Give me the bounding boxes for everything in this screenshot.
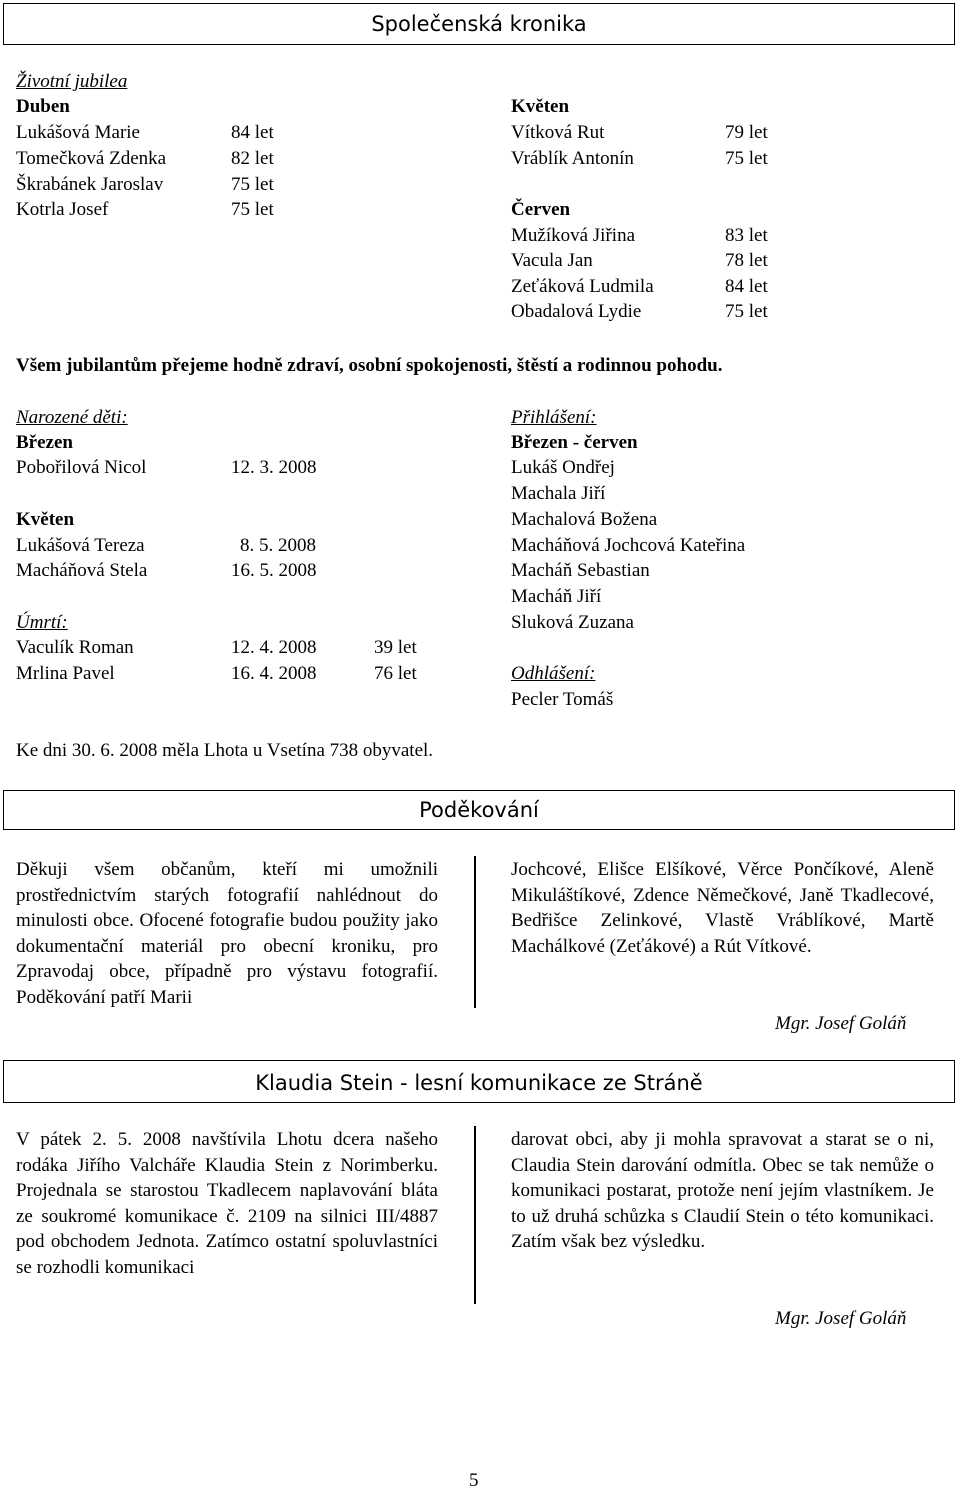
signature: Mgr. Josef Goláň bbox=[775, 1308, 907, 1329]
birth-date: 8. 5. 2008 bbox=[240, 535, 316, 556]
registered-name: Macháň Sebastian bbox=[511, 560, 650, 581]
klaudia-right-column: darovat obci, aby ji mohla spravovat a starat se o ni, Claudia Stein darování odmítla. Obec se tak nemůže o komunikaci postarat, protože není jejím vlastníkem. Je to už druhá schůzka s Claudií Stein o této komunikaci. Zatím však bez výsledku. bbox=[511, 1129, 934, 1252]
narozene-heading: Narozené děti: bbox=[16, 407, 128, 428]
jubilant-name: Vacula Jan bbox=[511, 250, 593, 271]
page-number: 5 bbox=[469, 1470, 479, 1491]
death-name: Vaculík Roman bbox=[16, 637, 134, 658]
registered-name: Lukáš Ondřej bbox=[511, 457, 615, 478]
registered-name: Macháň Jiří bbox=[511, 586, 602, 607]
jubilant-age: 75 let bbox=[725, 301, 768, 322]
signature: Mgr. Josef Goláň bbox=[775, 1013, 907, 1034]
month-kveten-births: Květen bbox=[16, 509, 75, 530]
jubilant-name: Vítková Rut bbox=[511, 122, 605, 143]
umrti-heading: Úmrtí: bbox=[16, 612, 68, 633]
section-banner-kronika bbox=[3, 3, 955, 45]
month-duben: Duben bbox=[16, 96, 70, 117]
birth-date: 12. 3. 2008 bbox=[231, 457, 317, 478]
klaudia-left-column: V pátek 2. 5. 2008 navštívila Lhotu dcera našeho rodáka Jiřího Valcháře Klaudia Stein z Norimberku. Projednala se starostou Tkadlecem naplavování bláta ze soukromé komunikace č. 2109 na silnici III/4887 pod obchodem Jednota. Zatímco ostatní spoluvlastníci se rozhodli komunikaci bbox=[16, 1129, 438, 1278]
jubilant-age: 75 let bbox=[231, 174, 274, 195]
death-date: 12. 4. 2008 bbox=[231, 637, 317, 658]
jubilant-name: Škrabánek Jaroslav bbox=[16, 174, 164, 195]
jubilea-heading: Životní jubilea bbox=[16, 71, 128, 92]
prihlaseni-period: Březen - červen bbox=[511, 432, 638, 453]
death-name: Mrlina Pavel bbox=[16, 663, 115, 684]
jubilant-name: Mužíková Jiřina bbox=[511, 225, 636, 246]
prihlaseni-heading: Přihlášení: bbox=[511, 407, 597, 428]
section-title: Poděkování bbox=[419, 798, 539, 822]
jubilant-age: 84 let bbox=[725, 276, 768, 297]
jubilant-age: 75 let bbox=[725, 148, 768, 169]
registered-name: Macháňová Jochcová Kateřina bbox=[511, 535, 746, 556]
section-banner-podekovani bbox=[3, 790, 955, 830]
month-brezen: Březen bbox=[16, 432, 73, 453]
section-title: Společenská kronika bbox=[371, 12, 587, 36]
jubilant-age: 75 let bbox=[231, 199, 274, 220]
jubilant-name: Obadalová Lydie bbox=[511, 301, 642, 322]
registered-name: Sluková Zuzana bbox=[511, 612, 634, 633]
section-title: Klaudia Stein - lesní komunikace ze Stráně bbox=[255, 1071, 703, 1095]
jubilant-name: Lukášová Marie bbox=[16, 122, 140, 143]
jubilant-age: 78 let bbox=[725, 250, 768, 271]
section-banner-klaudia bbox=[3, 1060, 955, 1103]
birth-name: Macháňová Stela bbox=[16, 560, 148, 581]
death-date: 16. 4. 2008 bbox=[231, 663, 317, 684]
birth-name: Pobořilová Nicol bbox=[16, 457, 147, 478]
column-divider bbox=[474, 856, 476, 1008]
registered-name: Machala Jiří bbox=[511, 483, 606, 504]
birth-name: Lukášová Tereza bbox=[16, 535, 145, 556]
death-age: 76 let bbox=[374, 663, 417, 684]
population-note: Ke dni 30. 6. 2008 měla Lhota u Vsetína 738 obyvatel. bbox=[16, 740, 434, 761]
birth-date: 16. 5. 2008 bbox=[231, 560, 317, 581]
deregistered-name: Pecler Tomáš bbox=[511, 689, 614, 710]
month-cerven: Červen bbox=[511, 199, 571, 220]
jubilant-age: 84 let bbox=[231, 122, 274, 143]
jubilant-name: Zeťáková Ludmila bbox=[511, 276, 654, 297]
jubilant-age: 83 let bbox=[725, 225, 768, 246]
death-age: 39 let bbox=[374, 637, 417, 658]
podekovani-left-column: Děkuji všem občanům, kteří mi umožnili prostřednictvím starých fotografií nahlédnout do minulosti obce. Ofocené fotografie budou použity jako dokumentační materiál pro obecní kroniku, pro Zpravodaj obce, případně pro výstavu fotografií. Poděkování patří Marii bbox=[16, 859, 438, 1008]
column-divider bbox=[474, 1126, 476, 1304]
jubilant-name: Tomečková Zdenka bbox=[16, 148, 167, 169]
podekovani-right-column: Jochcové, Elišce Elšíkové, Věrce Pončíkové, Aleně Mikuláštíkové, Zdence Němečkové, Janě Tkadlecové, Bedřišce Zelinkové, Vlastě Vráblíkové, Martě Machálkové (Zeťákové) a Rút Vítkové. bbox=[511, 859, 934, 957]
jubilant-age: 79 let bbox=[725, 122, 768, 143]
odhlaseni-heading: Odhlášení: bbox=[511, 663, 596, 684]
jubilea-wish: Všem jubilantům přejeme hodně zdraví, osobní spokojenosti, štěstí a rodinnou pohodu. bbox=[16, 355, 723, 376]
jubilant-age: 82 let bbox=[231, 148, 274, 169]
registered-name: Machalová Božena bbox=[511, 509, 658, 530]
jubilant-name: Kotrla Josef bbox=[16, 199, 109, 220]
jubilant-name: Vráblík Antonín bbox=[511, 148, 634, 169]
month-kveten: Květen bbox=[511, 96, 570, 117]
